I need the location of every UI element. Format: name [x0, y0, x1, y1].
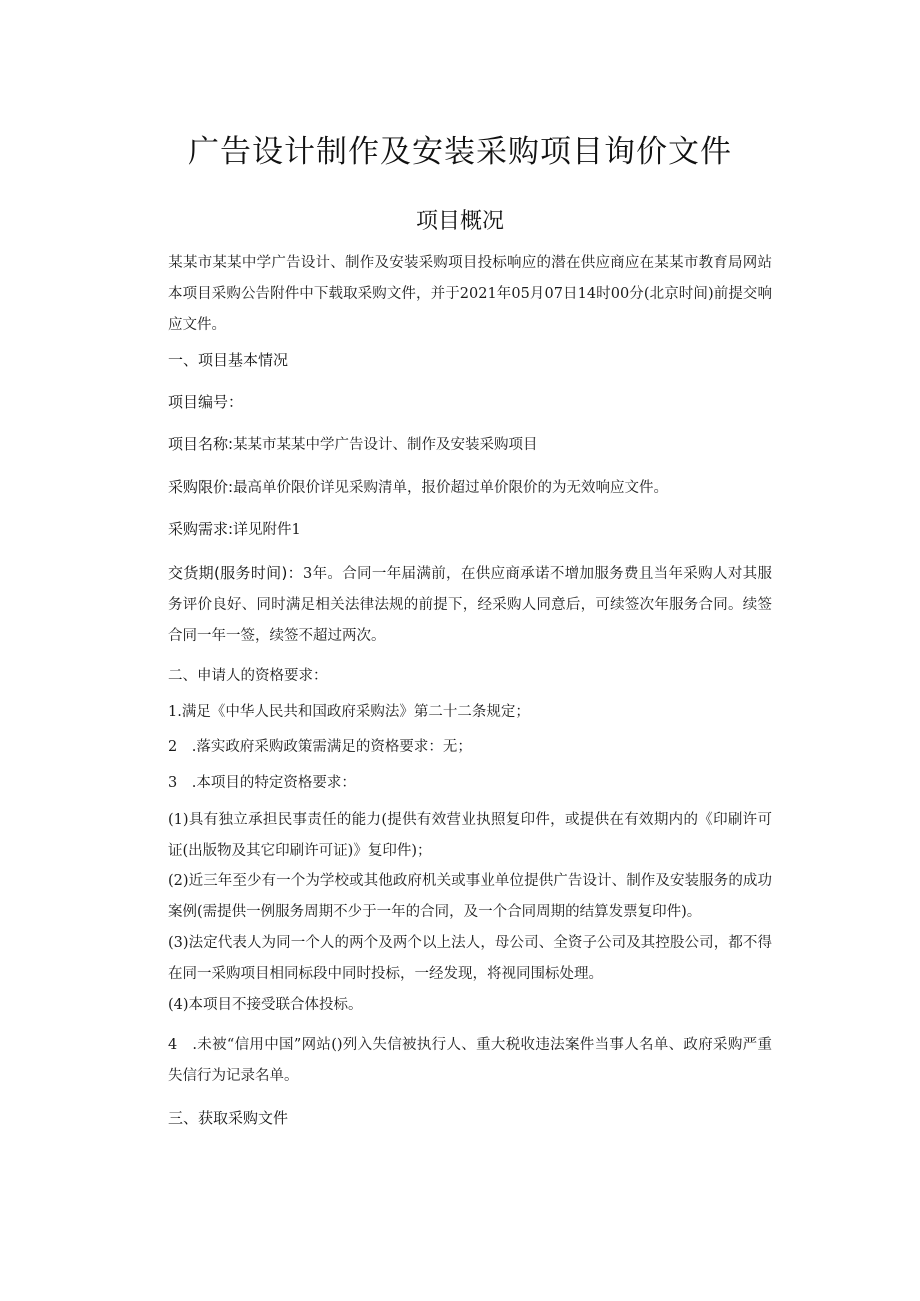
section-subtitle: 项目概况 [415, 209, 504, 234]
requirement-row [168, 514, 778, 546]
qualification-item-2: 2 .落实政府采购政策需满足的资格要求：无； [168, 739, 472, 755]
section1-heading: 一、项目基本情况 [168, 351, 289, 369]
intro-text: 某某市某某中学广告设计、制作及安装采购项目投标响应的潜在供应商应在某某市教育局网站本项目采购公告附件中下载取采购文件，并于2021年05月07日14时00分(北京时间)前提交响应文件。 [168, 255, 772, 333]
qualification-item-3: 3 .本项目的特定资格要求： [168, 775, 356, 791]
delivery-period-paragraph [168, 558, 772, 652]
delivery-period-label: 交货期(服务时间)： [168, 564, 304, 582]
project-name-row [168, 429, 778, 461]
price-limit-value: 最高单价限价详见采购清单，报价超过单价限价的为无效响应文件。 [233, 480, 669, 496]
requirement-value: 见附件1 [248, 522, 301, 538]
specific-qualification-2: (2)近三年至少有一个为学校或其他政府机关或事业单位提供广告设计、制作及安装服务的成功案例(需提供一例服务周期不少于一年的合同，及一个合同周期的结算发票复印件)。 [168, 873, 772, 920]
delivery-period-value: 3年。合同一年届满前，在供应商承诺不增加服务费且当年采购人对其服务评价良好、同时满足相关法律法规的前提下，经采购人同意后，可续签次年服务合同。续签合同一年一签，续签不超过两次。 [168, 566, 772, 644]
section3-heading: 三、获取采购文件 [168, 1109, 289, 1127]
intro-paragraph [168, 248, 772, 341]
qualification-item-4: 4 .未被“信用中国”网站()列入失信被执行人、重大税收违法案件当事人名单、政府采购严重失信行为记录名单。 [168, 1037, 772, 1084]
project-name-value: 某某市某某中学广告设计、制作及安装采购项目 [233, 437, 538, 453]
qualification-item-1: 1.满足《中华人民共和国政府采购法》第二十二条规定； [168, 704, 530, 720]
price-limit-row [168, 472, 778, 504]
price-limit-label: 采购限价: [168, 478, 234, 496]
specific-qualification-4: (4)本项目不接受联合体投标。 [168, 997, 363, 1013]
project-name-label: 项目名称: [168, 435, 234, 453]
requirement-label: 采购需求:详 [168, 520, 249, 538]
specific-qualification-3: (3)法定代表人为同一个人的两个及两个以上法人，母公司、全资子公司及其控股公司，都不得在同一采购项目相同标段中同时投标，一经发现，将视同围标处理。 [168, 935, 772, 982]
project-number-label: 项目编号： [168, 393, 244, 411]
project-number-row [168, 387, 778, 419]
section2-heading: 二、申请人的资格要求： [168, 668, 328, 684]
specific-qualification-1: (1)具有独立承担民事责任的能力(提供有效营业执照复印件，或提供在有效期内的《印刷许可证(出版物及其它印刷许可证)》复印件)； [168, 812, 772, 859]
document-title: 广告设计制作及安装采购项目询价文件 [188, 134, 732, 170]
